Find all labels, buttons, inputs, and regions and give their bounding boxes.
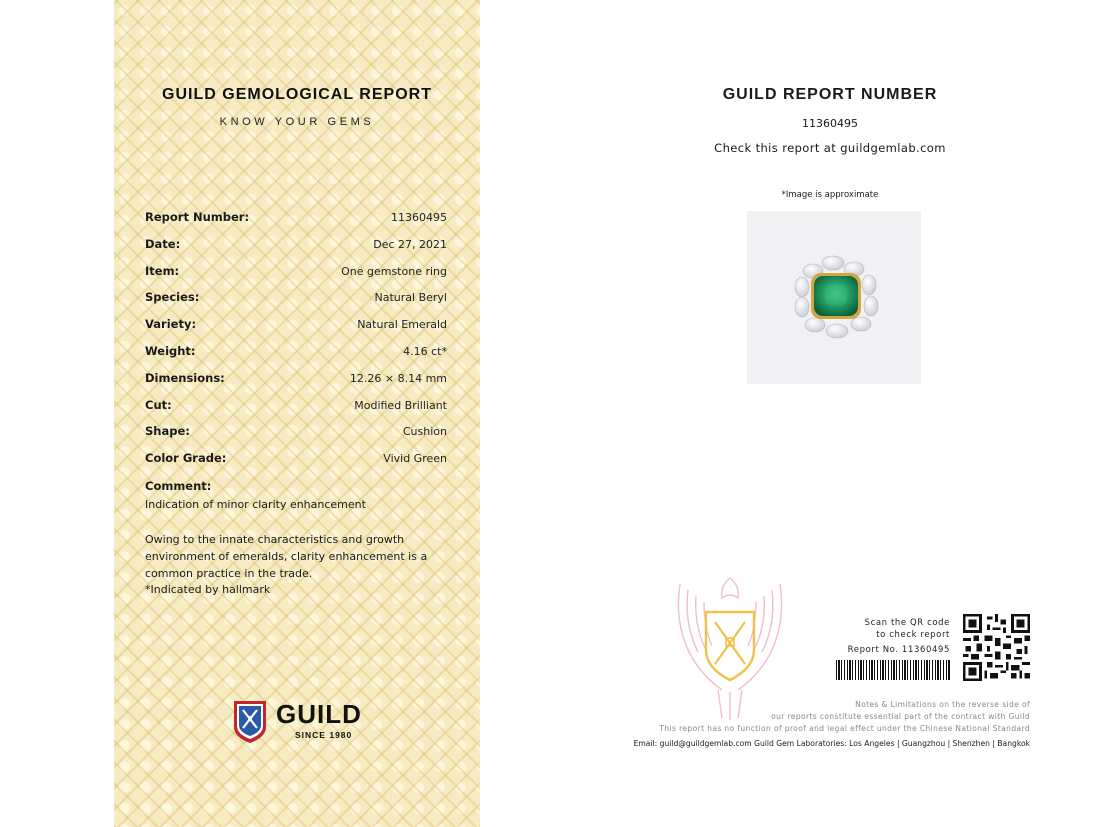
guild-wordmark: GUILD	[276, 699, 362, 729]
qr-report-no: Report No. 11360495	[847, 645, 950, 655]
report-title: GUILD GEMOLOGICAL REPORT	[162, 86, 432, 103]
guild-shield-icon	[232, 697, 268, 745]
field-value: One gemstone ring	[341, 264, 447, 278]
report-tagline: KNOW YOUR GEMS	[219, 116, 375, 128]
verify-link-text: Check this report at guildgemlab.com	[714, 141, 946, 155]
comment-value: Indication of minor clarity enhancement	[145, 498, 366, 511]
field-row	[145, 424, 447, 451]
report-fields	[145, 210, 447, 478]
contact-footer: Email: guild@guildgemlab.com Guild Gem Laboratories: Los Angeles | Guangzhou | Shenzhen | Bangkok	[633, 739, 1030, 748]
field-row	[145, 237, 447, 264]
field-label: Color Grade:	[145, 451, 227, 466]
field-label: Weight:	[145, 343, 196, 358]
field-row	[145, 371, 447, 398]
notes-line: This report has no function of proof and legal effect under the Chinese National Standard	[659, 724, 1030, 733]
report-number: 11360495	[802, 117, 858, 130]
field-row	[145, 451, 447, 478]
barcode	[836, 660, 951, 680]
qr-code-icon[interactable]	[963, 614, 1030, 681]
notes-line: Notes & Limitations on the reverse side of	[855, 700, 1030, 709]
field-label: Shape:	[145, 424, 190, 439]
field-row	[145, 344, 447, 371]
field-row	[145, 210, 447, 237]
field-value: Dec 27, 2021	[373, 237, 447, 251]
field-value: 12.26 × 8.14 mm	[349, 371, 447, 385]
enhancement-note	[145, 532, 445, 599]
field-value: Cushion	[402, 425, 447, 439]
comment-label: Comment:	[145, 479, 212, 493]
report-left-panel	[114, 0, 480, 827]
field-label: Cut:	[145, 397, 172, 412]
field-value: Natural Beryl	[374, 291, 447, 305]
field-value: Natural Emerald	[357, 318, 447, 332]
field-row	[145, 317, 447, 344]
field-label: Report Number:	[145, 210, 250, 224]
field-label: Species:	[145, 290, 200, 305]
guild-logo	[232, 697, 372, 745]
field-row	[145, 290, 447, 317]
field-label: Dimensions:	[145, 370, 225, 385]
field-value: Modified Brilliant	[354, 398, 447, 412]
field-row	[145, 264, 447, 291]
qr-caption-line: Scan the QR code	[864, 618, 950, 628]
ring-photo	[747, 211, 921, 384]
note-line: common practice in the trade.	[145, 566, 313, 580]
field-row	[145, 398, 447, 425]
field-label: Variety:	[145, 317, 197, 332]
note-line: *Indicated by hallmark	[145, 583, 271, 597]
notes-line: our reports constitute essential part of the contract with Guild	[771, 712, 1030, 721]
note-line: Owing to the innate characteristics and growth	[145, 533, 405, 546]
report-number-title: GUILD REPORT NUMBER	[722, 86, 938, 103]
emerald-ring-icon	[747, 211, 921, 384]
field-label: Date:	[145, 236, 181, 251]
field-value: Vivid Green	[383, 452, 447, 466]
field-label: Item:	[145, 263, 180, 278]
image-approx-note: *Image is approximate	[781, 190, 879, 200]
note-line: environment of emeralds, clarity enhancement is a	[145, 549, 428, 563]
field-value: 4.16 ct*	[403, 344, 447, 358]
qr-caption-line: to check report	[876, 630, 950, 640]
guild-since: SINCE 1980	[295, 730, 353, 740]
field-value: 11360495	[391, 211, 447, 224]
